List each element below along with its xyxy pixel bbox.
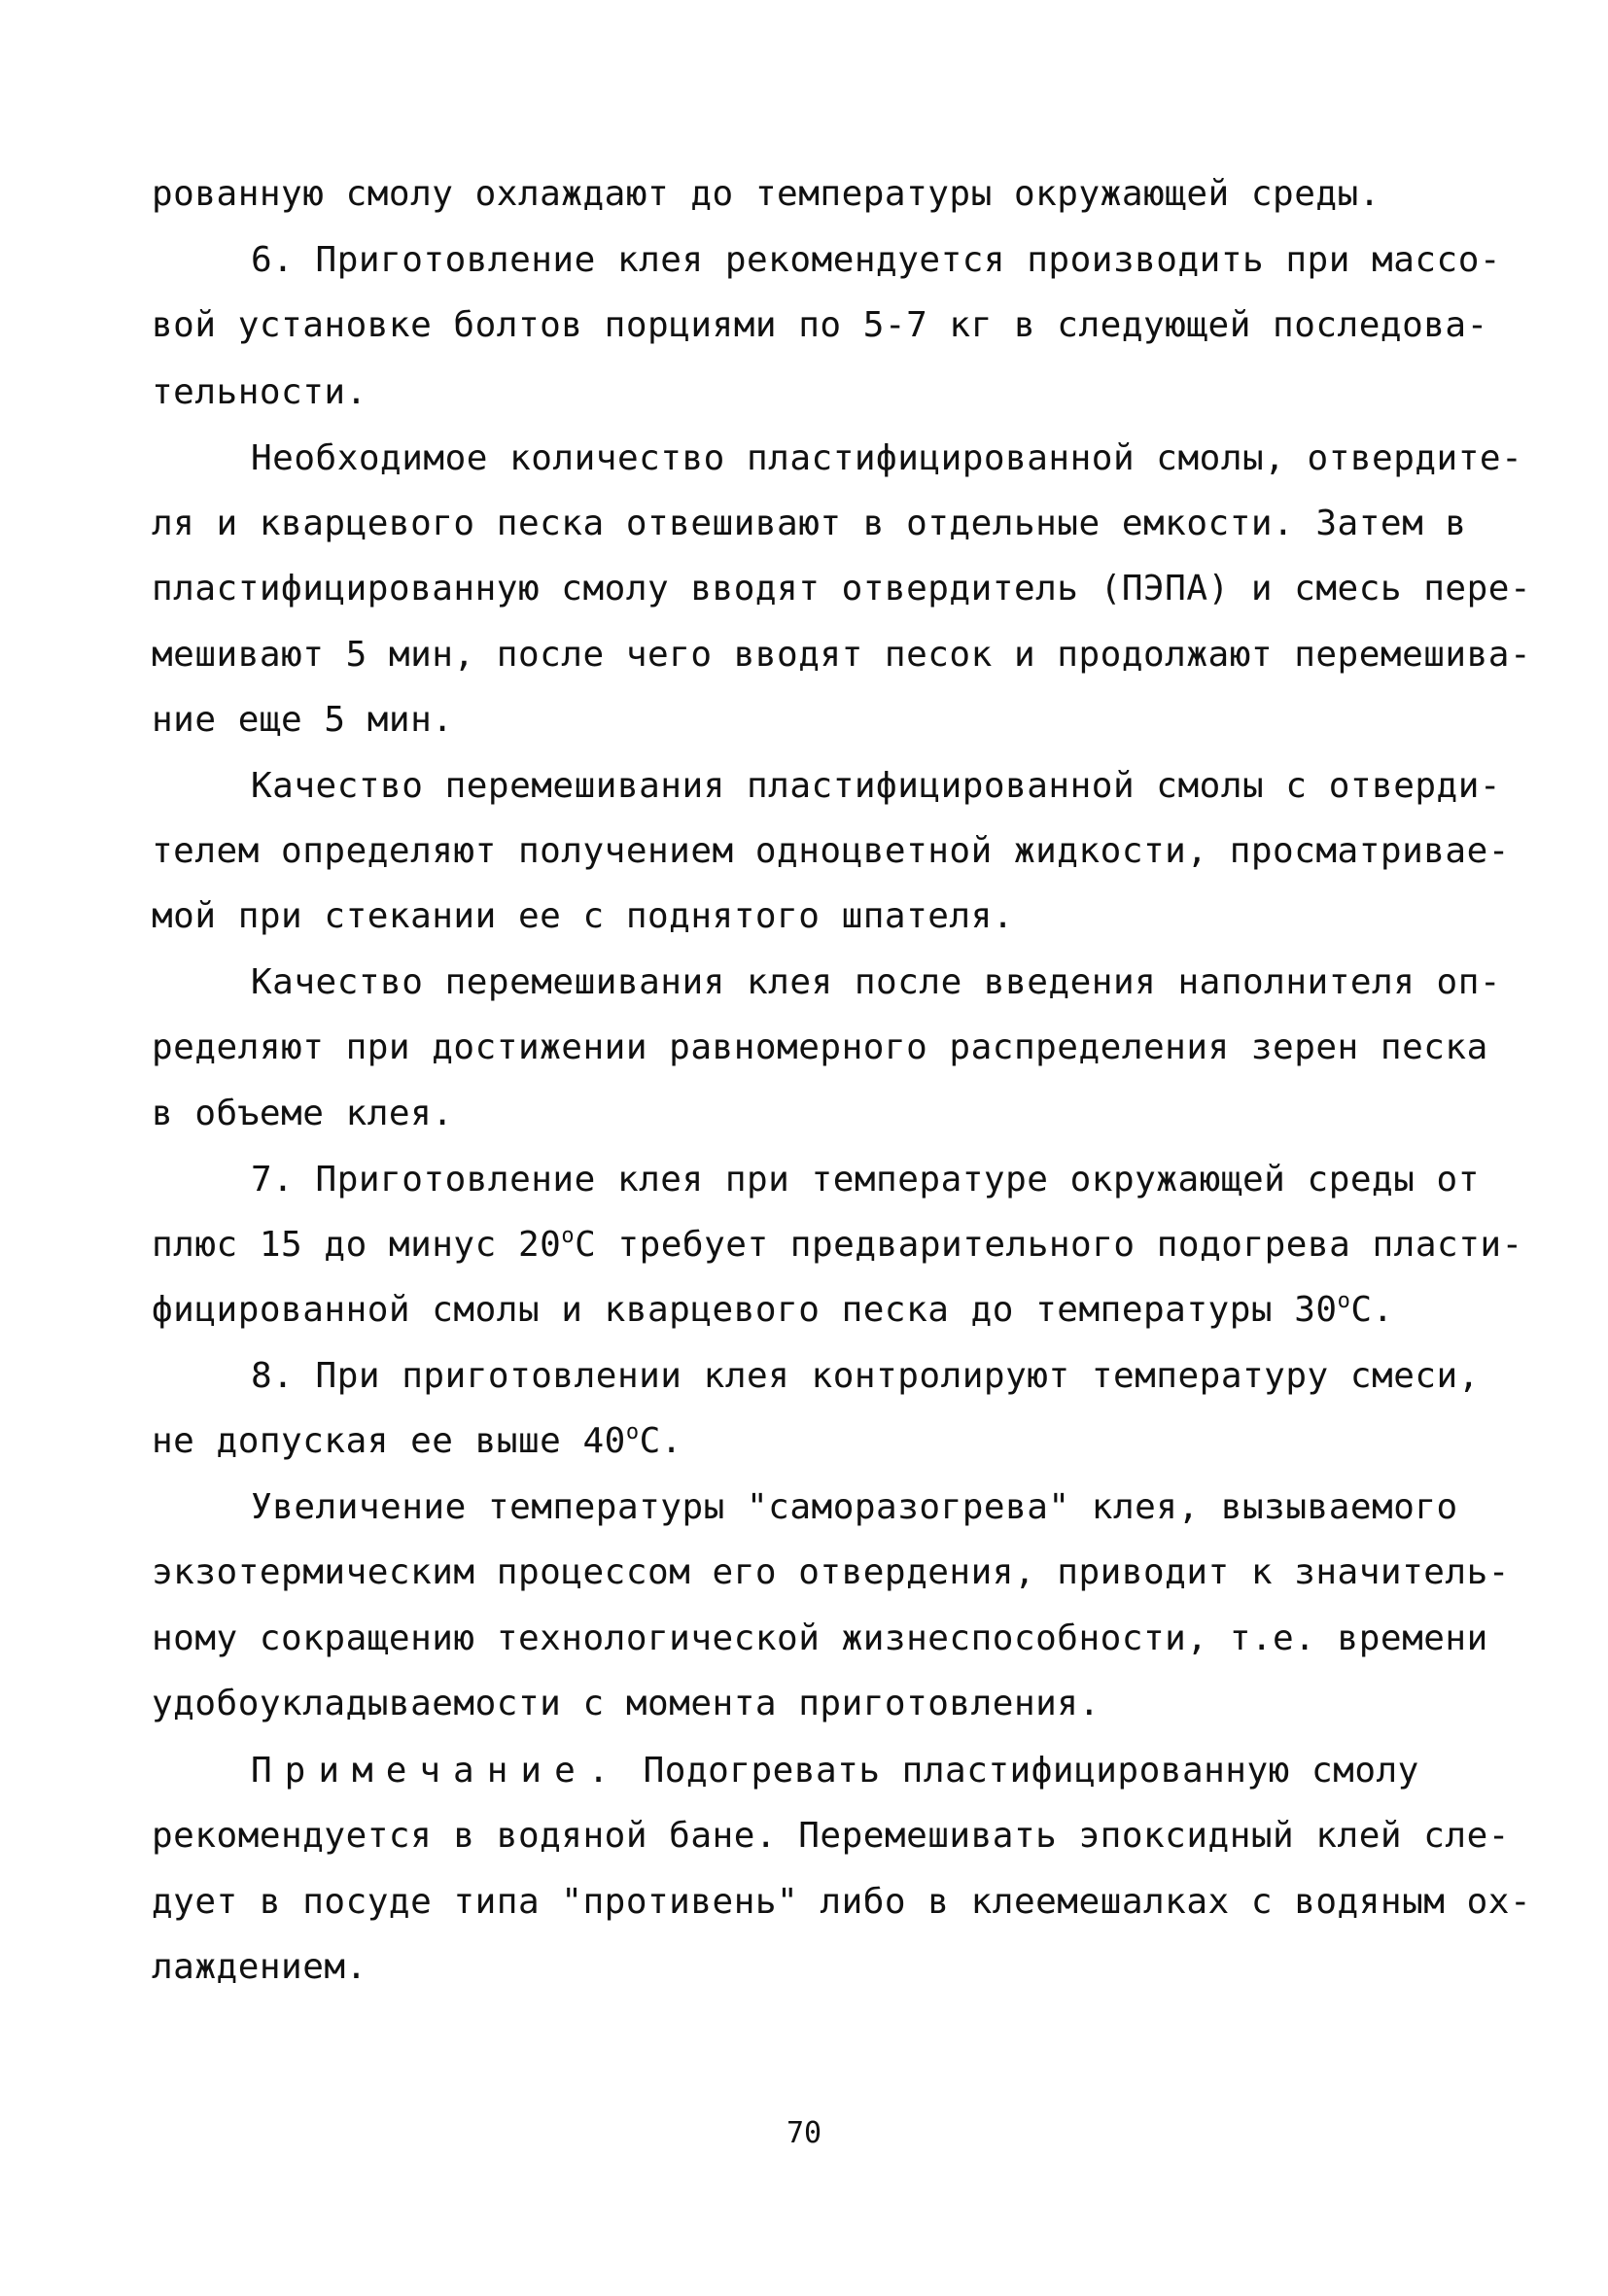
text-line: ному сокращению технологической жизнеспособности, т.е. времени (152, 1618, 1488, 1658)
text-line: вой установке болтов порциями по 5-7 кг в следующей последова- (152, 305, 1488, 345)
degree-mark: o (1337, 1289, 1351, 1313)
text-segment: фицированной смолы и кварцевого песка до температуры 30 (152, 1290, 1338, 1330)
page-number: 70 (786, 2116, 822, 2150)
text-line: 8. При приготовлении клея контролируют температуру смеси, (251, 1356, 1480, 1396)
text-segment: C требует предварительного подогрева пласти- (575, 1225, 1523, 1265)
text-line: тельности. (152, 372, 367, 412)
text-line (152, 1224, 1523, 1267)
text-segment: C. (1350, 1290, 1394, 1330)
text-line: ределяют при достижении равномерного распределения зерен песка (152, 1027, 1488, 1067)
text-line: лаждением. (152, 1947, 367, 1987)
text-line: экзотермическим процессом его отвердения, приводит к значитель- (152, 1552, 1510, 1592)
text-line (152, 1289, 1474, 1332)
text-line: удобоукладываемости с момента приготовления. (152, 1684, 1101, 1723)
text-line: Увеличение температуры "саморазогрева" клея, вызываемого (251, 1487, 1458, 1527)
text-segment: не допуская ее выше 40 (152, 1421, 626, 1461)
text-line: Необходимое количество пластифицированной смолы, отвердите- (251, 438, 1523, 478)
text-line: рекомендуется в водяной бане. Перемешивать эпоксидный клей сле- (152, 1816, 1510, 1856)
text-line: 7. Приготовление клея при температуре окружающей среды от (251, 1160, 1480, 1200)
text-line: пластифицированную смолу вводят отвердитель (ПЭПА) и смесь пере- (152, 569, 1532, 609)
text-line (152, 1420, 1474, 1463)
text-line: в объеме клея. (152, 1094, 454, 1133)
text-line: ние еще 5 мин. (152, 700, 454, 740)
text-line: мешивают 5 мин, после чего вводят песок и продолжают перемешива- (152, 635, 1532, 675)
text-line: ля и кварцевого песка отвешивают в отдельные емкости. Затем в (152, 504, 1467, 543)
text-line: дует в посуде типа "противень" либо в клеемешалках с водяным ох- (152, 1882, 1532, 1922)
text-line: Качество перемешивания пластифицированной смолы с отверди- (251, 766, 1502, 806)
text-line: мой при стекании ее с поднятого шпателя. (152, 896, 1014, 936)
text-line: 6. Приготовление клея рекомендуется производить при массо- (251, 240, 1502, 280)
note-label: Примечание. (251, 1751, 622, 1791)
note-text: Подогревать пластифицированную смолу (621, 1751, 1419, 1791)
text-line: телем определяют получением одноцветной жидкости, просматривае- (152, 831, 1510, 871)
text-line: рованную смолу охлаждают до температуры окружающей среды. (152, 174, 1381, 214)
text-segment: C. (639, 1421, 682, 1461)
text-segment: плюс 15 до минус 20 (152, 1225, 562, 1265)
degree-mark: o (625, 1420, 640, 1444)
text-line: Качество перемешивания клея после введения наполнителя оп- (251, 962, 1502, 1002)
degree-mark: o (561, 1224, 576, 1248)
note-line (251, 1750, 1573, 1792)
